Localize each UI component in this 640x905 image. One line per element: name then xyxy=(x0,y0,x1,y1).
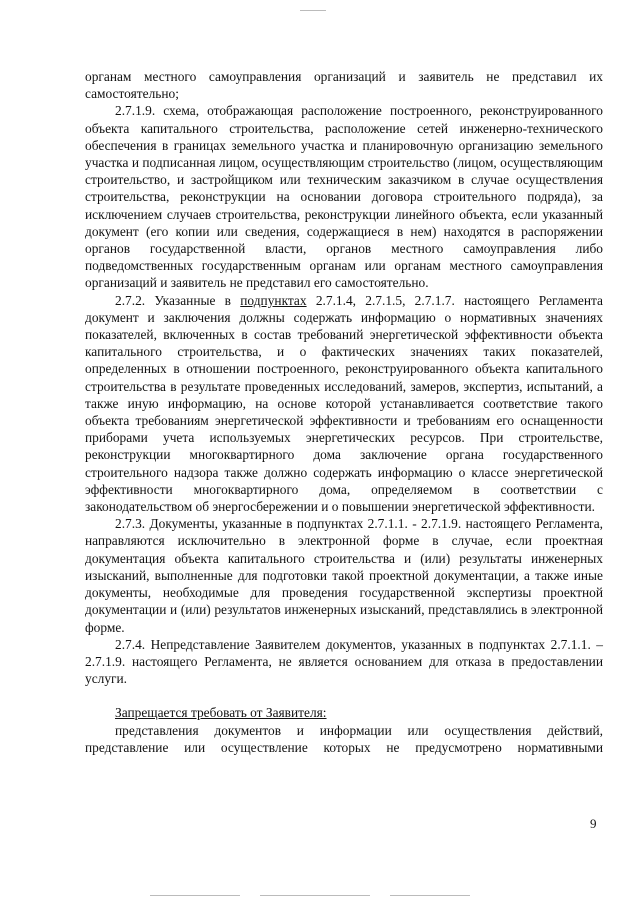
paragraph-2-7-4: 2.7.4. Непредставление Заявителем документов, указанных в подпунктах 2.7.1.1. – 2.7.1.9. настоящего Регламента, не является основанием для отказа в предоставлении услуги. xyxy=(85,636,603,687)
scan-artifact xyxy=(300,10,326,11)
paragraph-continuation: органам местного самоуправления организаций и заявитель не представил их самостоятельно; xyxy=(85,69,603,102)
paragraph-2-7-2 xyxy=(85,292,603,516)
paragraph-2-7-3: 2.7.3. Документы, указанные в подпунктах 2.7.1.1. - 2.7.1.9. настоящего Регламента, направляются исключительно в электронной форме в случае, если проектная документация объекта капитального строительства и (или) результаты инженерных изысканий, выполненные для подготовки такой проектной документации, а также иные документы, необходимые для проведения государственной экспертизы проектной документации и (или) результатов инженерных изысканий, представлялись в электронной форме. xyxy=(85,516,603,635)
paragraph-2-7-2-rest: 2.7.1.4, 2.7.1.5, 2.7.1.7. настоящего Регламента документ и заключения должны содержать информацию о нормативных значениях показателей, включенных в состав требований энергетической эффективности объекта капитального строительства, и о фактических значениях таких показателей, определенных в отношении построенного, реконструированного объекта капитального строительства в результате проведенных исследований, замеров, экспертиз, испытаний, а также иную информацию, на основе которой устанавливается соответствие такого объекта требованиям энергетической эффективности и требованиям его оснащенности приборами учета используемых энергетических ресурсов. При строительстве, реконструкции многоквартирного дома заключение органа государственного строительного надзора также должно содержать информацию о классе энергетической эффективности многоквартирного дома, определяемом в соответствии с законодательством об энергосбережении и о повышении энергетической эффективности. xyxy=(85,292,603,515)
paragraph-final: представления документов и информации или осуществления действий, представление или осуществление которых не предусмотрено нормативными xyxy=(85,722,603,755)
page-number: 9 xyxy=(590,816,597,831)
scan-artifact-bottom-1 xyxy=(150,895,240,896)
paragraph-2-7-2-prefix: 2.7.2. Указанные в xyxy=(115,292,241,308)
scan-artifact-bottom-3 xyxy=(390,895,470,896)
section-heading: Запрещается требовать от Заявителя: xyxy=(115,705,327,721)
scan-artifact-bottom-2 xyxy=(260,895,370,896)
subparagraphs-link: подпунктах xyxy=(240,292,307,308)
document-body xyxy=(85,68,603,756)
paragraph-2-7-1-9: 2.7.1.9. схема, отображающая расположение построенного, реконструированного объекта капитального строительства, расположение сетей инженерно-технического обеспечения в границах земельного участка и планировочную организацию земельного участка и подписанная лицом, осуществляющим строительство (лицом, осуществляющим строительство, и застройщиком или техническим заказчиком в случае осуществления строительства, реконструкции на основании договора строительного подряда), за исключением случаев строительства, реконструкции линейного объекта, если указанный документ (его копии или сведения, содержащиеся в нем) находятся в распоряжении органов государственной власти, органов местного самоуправления либо подведомственных государственным органам или органам местного самоуправления организаций и заявитель не представил его самостоятельно. xyxy=(85,103,603,291)
